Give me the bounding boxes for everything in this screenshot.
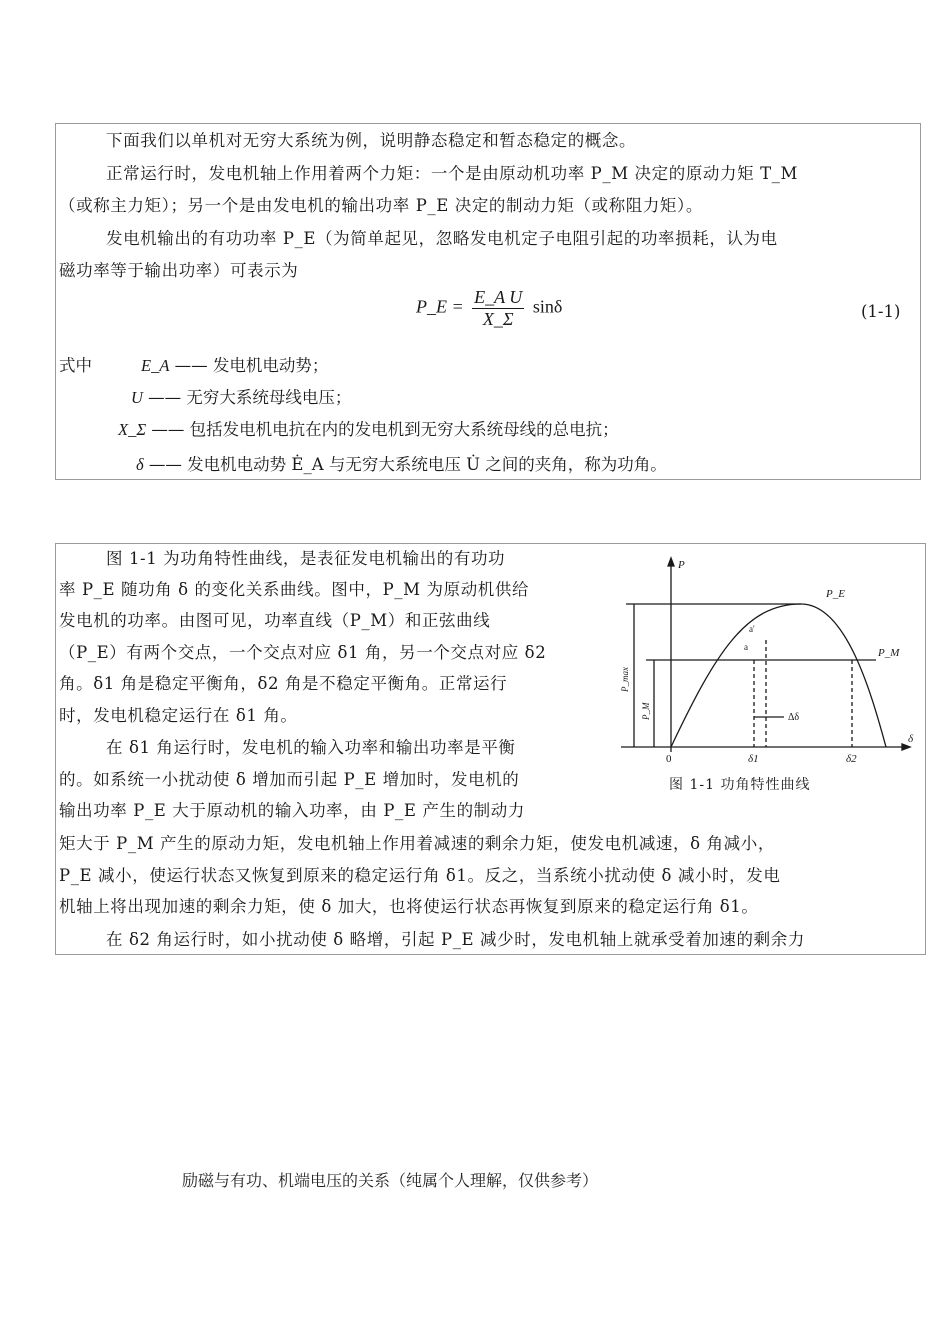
pm-line-label: P_M (878, 647, 900, 659)
paragraph-line: 磁功率等于输出功率）可表示为 (59, 261, 299, 280)
pe-label: P_E (826, 588, 845, 600)
delta-delta-label: Δδ (788, 712, 800, 723)
equation-rhs: sinδ (532, 296, 563, 317)
def-text: —— 包括发电机电抗在内的发电机到无穷大系统母线的总电抗； (151, 420, 619, 439)
origin-label: 0 (666, 753, 672, 765)
def-item (136, 451, 667, 475)
def-item (141, 352, 328, 376)
paragraph-line: 率 P_E 随功角 δ 的变化关系曲线。图中，P_M 为原动机供给 (59, 580, 530, 599)
paragraph-line: （P_E）有两个交点，一个交点对应 δ1 角，另一个交点对应 δ2 (59, 643, 547, 662)
def-text: —— 无穷大系统母线电压； (148, 388, 352, 407)
power-angle-figure (616, 552, 916, 767)
paragraph-line: 的。如系统一小扰动使 δ 增加而引起 P_E 增加时，发电机的 (59, 770, 520, 789)
point-a-prime-label: a' (749, 624, 755, 634)
def-symbol: U (131, 388, 143, 407)
pmax-label: P_max (620, 667, 630, 692)
delta1-label: δ1 (748, 753, 759, 765)
equation-fraction (472, 287, 524, 330)
text-box-power-angle (55, 543, 926, 955)
def-text: —— 发电机电动势； (174, 356, 329, 375)
equation-denominator: X_Σ (482, 309, 514, 329)
paragraph-line: 下面我们以单机对无穷大系统为例，说明静态稳定和暂态稳定的概念。 (106, 131, 637, 150)
figure-caption: 图 1-1 功角特性曲线 (669, 777, 811, 793)
def-symbol: δ (136, 455, 144, 474)
paragraph-line: 机轴上将出现加速的剩余力矩，使 δ 加大，也将使运行状态再恢复到原来的稳定运行角 δ1。 (59, 897, 759, 916)
paragraph-line: 时，发电机稳定运行在 δ1 角。 (59, 706, 298, 725)
equation-numerator: E_A U (474, 287, 523, 307)
paragraph-line: P_E 减小，使运行状态又恢复到原来的稳定运行角 δ1。反之，当系统小扰动使 δ 减小时，发电 (59, 866, 781, 885)
def-item (131, 384, 351, 408)
def-symbol: E_A (141, 356, 170, 375)
equation-number: (1-1) (861, 302, 901, 321)
paragraph-line: 矩大于 P_M 产生的原动力矩，发电机轴上作用着减速的剩余力矩，使发电机减速，δ 角减小， (59, 834, 775, 853)
delta2-label: δ2 (846, 753, 857, 765)
paragraph-line: 角。δ1 角是稳定平衡角，δ2 角是不稳定平衡角。正常运行 (59, 674, 508, 693)
equation-lhs: P_E = (416, 296, 464, 317)
paragraph-line: 输出功率 P_E 大于原动机的输入功率，由 P_E 产生的制动力 (59, 801, 525, 820)
paragraph-line: 正常运行时，发电机轴上作用着两个力矩：一个是由原动机功率 P_M 决定的原动力矩 T_M (106, 164, 799, 183)
paragraph-line: 在 δ2 角运行时，如小扰动使 δ 略增，引起 P_E 减少时，发电机轴上就承受着加速的剩余力 (106, 930, 805, 949)
def-symbol: X_Σ (118, 420, 147, 439)
paragraph-line: 发电机输出的有功功率 P_E（为简单起见，忽略发电机定子电阻引起的功率损耗，认为电 (106, 229, 778, 248)
paragraph-line: 在 δ1 角运行时，发电机的输入功率和输出功率是平衡 (106, 738, 516, 757)
footer-note: 励磁与有功、机端电压的关系（纯属个人理解，仅供参考） (182, 1171, 599, 1190)
paragraph-line: 发电机的功率。由图可见，功率直线（P_M）和正弦曲线 (59, 611, 491, 630)
def-item (118, 416, 619, 440)
y-axis-label: P (678, 559, 685, 571)
text-box-stability-intro (55, 123, 921, 480)
defs-label: 式中 (59, 356, 92, 375)
paragraph-line: 图 1-1 为功角特性曲线，是表征发电机输出的有功功 (106, 549, 506, 568)
def-text: —— 发电机电动势 Ė_A 与无穷大系统电压 U̇ 之间的夹角，称为功角。 (148, 455, 667, 474)
pe-curve (671, 604, 886, 747)
point-a-label: a (744, 642, 748, 652)
pm-span-label: P_M (641, 702, 651, 720)
paragraph-line: （或称主力矩）；另一个是由发电机的输出功率 P_E 决定的制动力矩（或称阻力矩）。 (59, 196, 703, 215)
y-axis-arrow (668, 558, 674, 566)
equation-1-1 (416, 287, 562, 330)
x-axis-label: δ (908, 733, 914, 745)
